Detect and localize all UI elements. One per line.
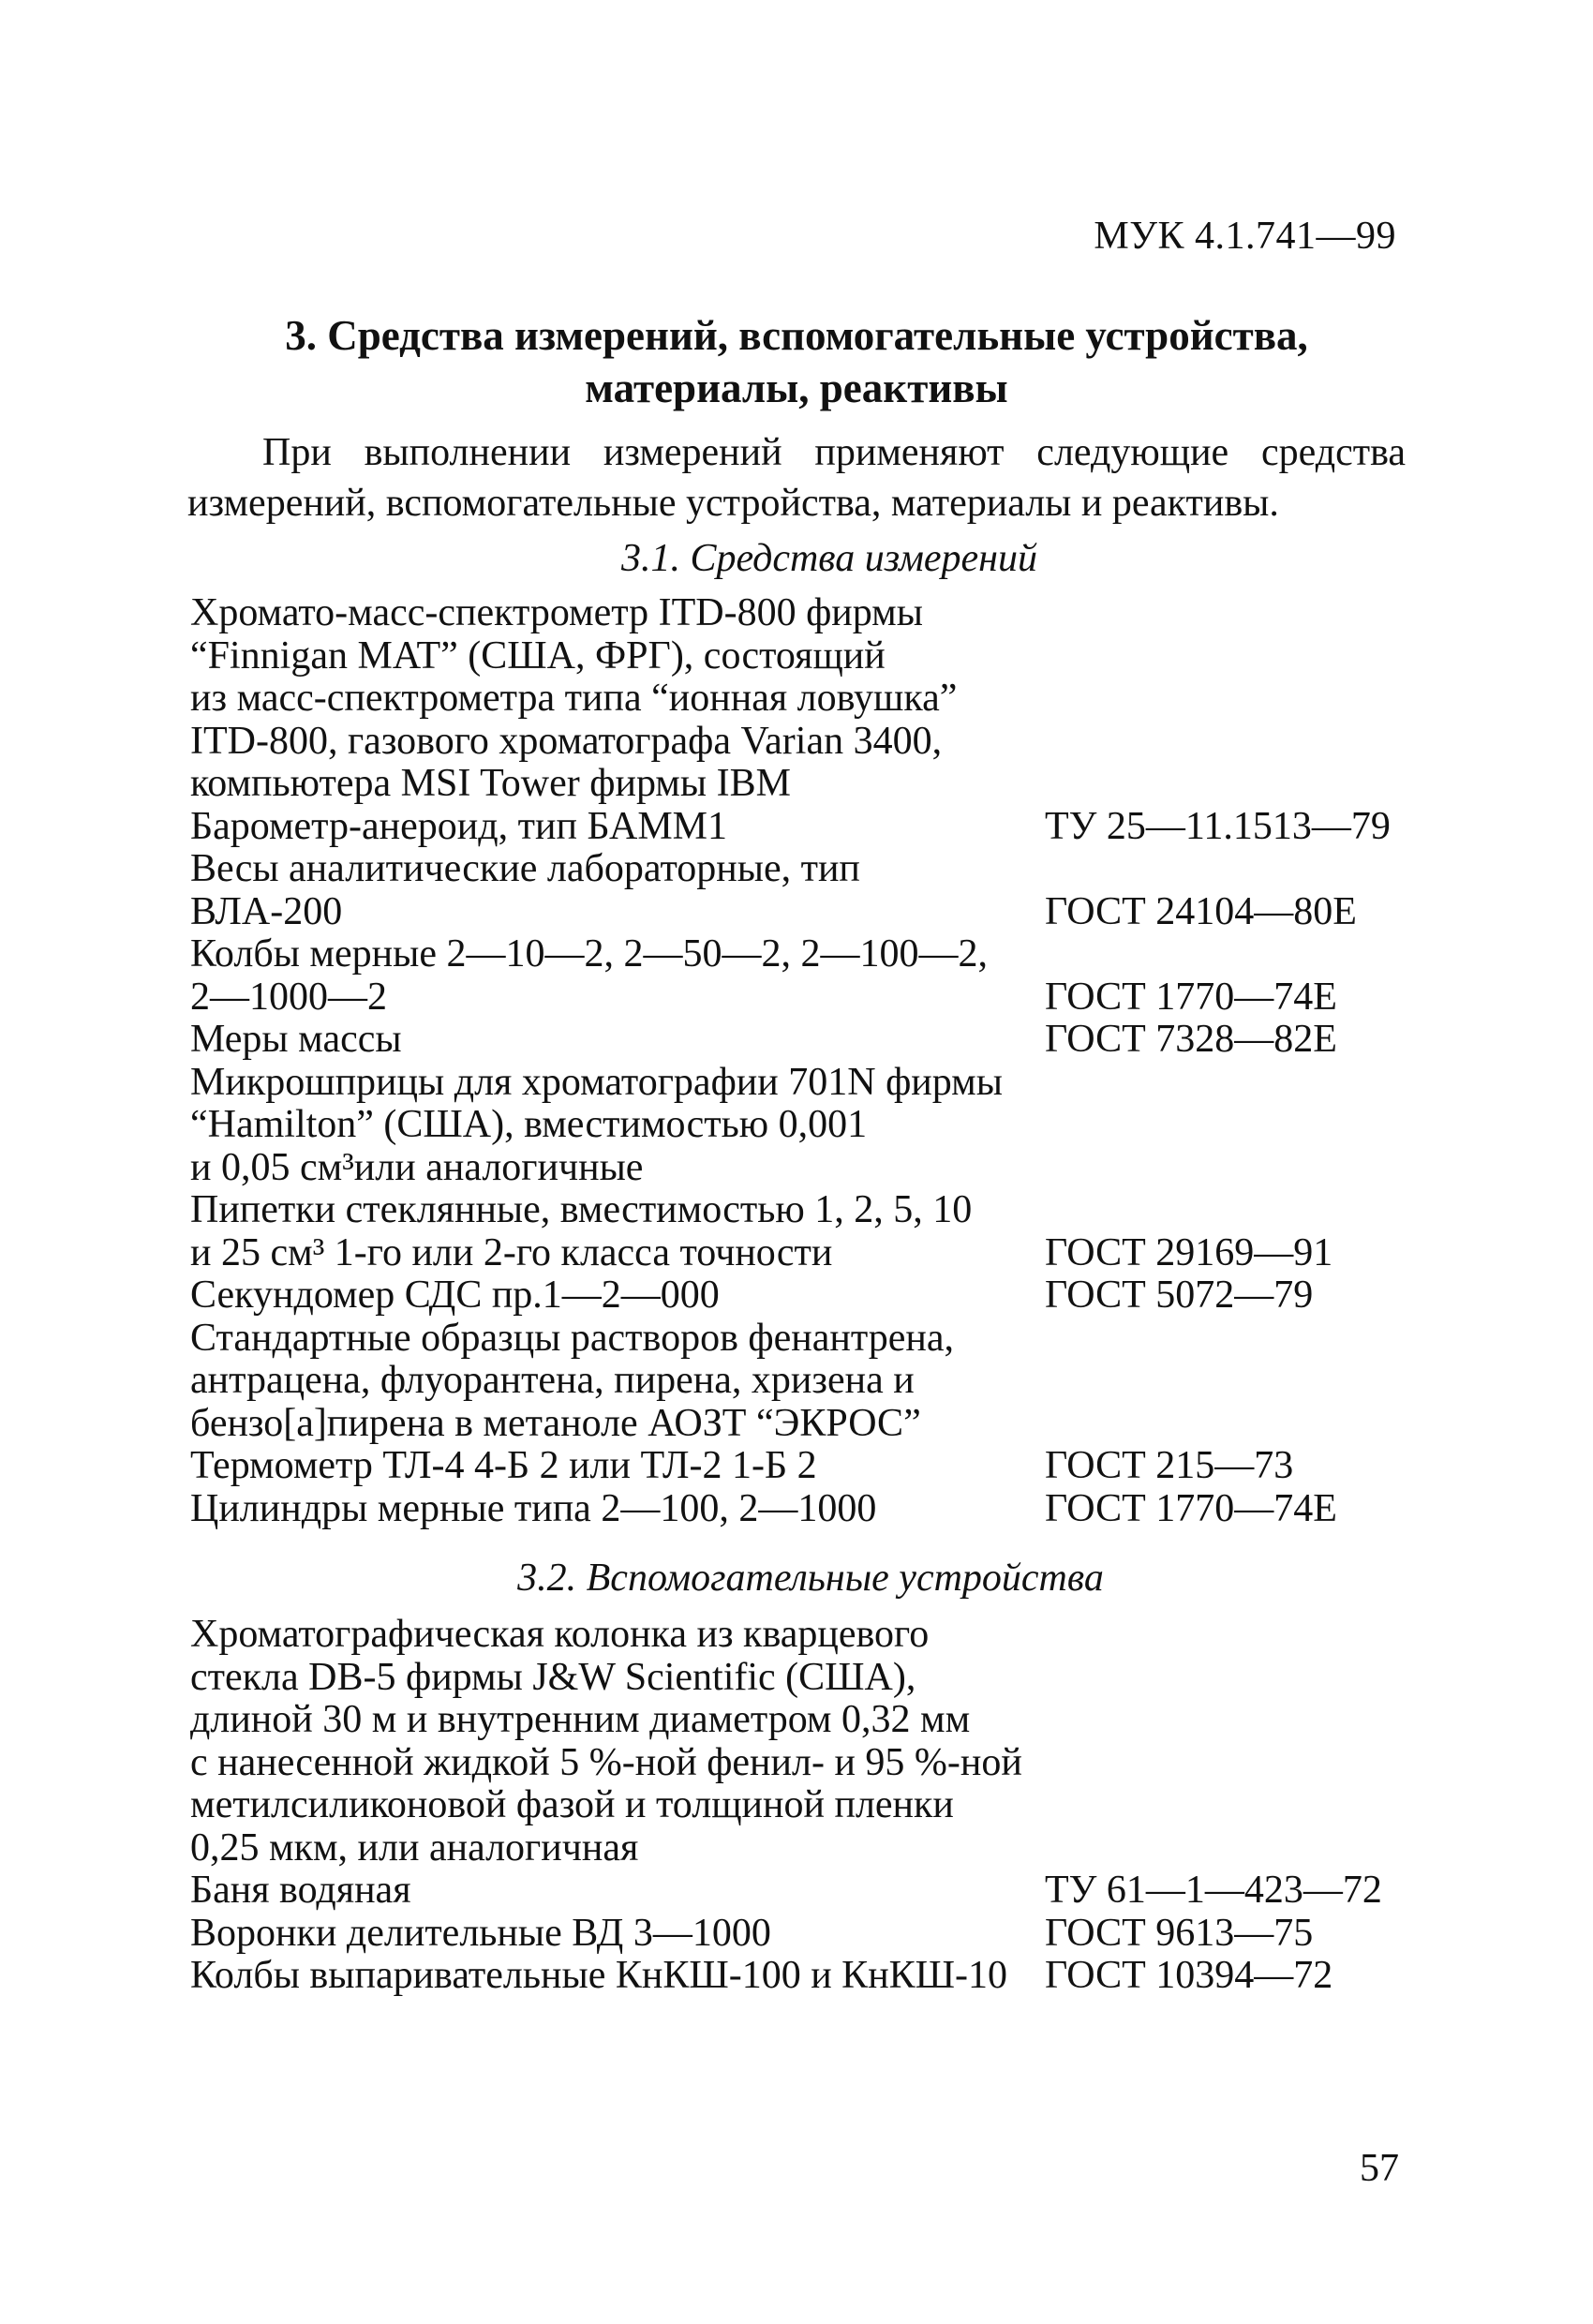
equipment-name <box>190 1274 1043 1318</box>
equipment-name-line: Пипетки стеклянные, вместимостью 1, 2, 5, 10 <box>190 1188 973 1231</box>
equipment-name <box>190 592 1043 806</box>
equipment-name-line: и 0,05 см³или аналогичные <box>190 1145 644 1189</box>
section-title <box>187 309 1406 414</box>
equipment-name-line: Микрошприцы для хроматографии 701N фирмы <box>190 1060 1003 1104</box>
equipment-row <box>190 933 1427 1019</box>
document-code: МУК 4.1.741—99 <box>1094 215 1396 258</box>
measuring-instruments-list <box>190 592 1427 1530</box>
equipment-row <box>190 1318 1427 1446</box>
equipment-row <box>190 592 1427 806</box>
standard-reference: ГОСТ 10394—72 <box>1045 1954 1333 1997</box>
standard-reference: ГОСТ 1770—74Е <box>1045 975 1337 1019</box>
equipment-row <box>190 1870 1427 1913</box>
equipment-name-line: из масс-спектрометра типа “ионная ловушка” <box>190 677 958 720</box>
equipment-name-line: и 25 см³ 1-го или 2-го класса точности <box>190 1230 833 1274</box>
equipment-name-line: метилсиликоновой фазой и толщиной пленки <box>190 1783 954 1826</box>
standard-reference: ТУ 61—1—423—72 <box>1045 1869 1382 1912</box>
equipment-name-line: ITD-800, газового хроматографа Varian 3400, <box>190 719 943 763</box>
equipment-name-line: длиной 30 м и внутренним диаметром 0,32 мм <box>190 1698 971 1741</box>
equipment-name-line: Цилиндры мерные типа 2—100, 2—1000 <box>190 1486 877 1530</box>
equipment-name <box>190 933 1043 1019</box>
equipment-name-line: бензо[а]пирена в метаноле АОЗТ “ЭКРОС” <box>190 1401 921 1445</box>
equipment-name-line: 0,25 мкм, или аналогичная <box>190 1825 639 1870</box>
equipment-name-line: Баня водяная <box>190 1869 411 1912</box>
equipment-name-line: антрацена, флуорантена, пирена, хризена и <box>190 1359 915 1402</box>
equipment-name <box>190 806 1043 849</box>
equipment-name <box>190 1189 1043 1274</box>
equipment-name-line: Колбы мерные 2—10—2, 2—50—2, 2—100—2, <box>190 932 988 976</box>
equipment-row <box>190 1274 1427 1318</box>
equipment-name-line: Меры массы <box>190 1018 402 1061</box>
equipment-name <box>190 1019 1043 1062</box>
equipment-row <box>190 1445 1427 1488</box>
section-title-line1: 3. Средства измерений, вспомогательные устройства, <box>285 312 1308 359</box>
equipment-name-line: с нанесенной жидкой 5 %-ной фенил- и 95 %-ной <box>190 1740 1022 1784</box>
equipment-row <box>190 1913 1427 1956</box>
equipment-row <box>190 1488 1427 1531</box>
standard-reference: ГОСТ 7328—82Е <box>1045 1018 1337 1061</box>
section-title-line2: материалы, реактивы <box>585 365 1008 411</box>
equipment-name-line: ВЛА-200 <box>190 889 343 933</box>
equipment-name <box>190 1913 1043 1956</box>
equipment-row <box>190 806 1427 849</box>
equipment-name <box>190 1062 1043 1190</box>
equipment-name-line: 2—1000—2 <box>190 975 387 1019</box>
intro-paragraph <box>187 427 1406 529</box>
equipment-row <box>190 1614 1427 1870</box>
page-number: 57 <box>1360 2147 1399 2190</box>
auxiliary-devices-list <box>190 1614 1427 1998</box>
standard-reference: ГОСТ 24104—80Е <box>1045 889 1357 933</box>
standard-reference: ГОСТ 9613—75 <box>1045 1911 1314 1955</box>
intro-line1: При выполнении измерений применяют следующие средства <box>262 431 1406 474</box>
equipment-name-line: Хромато-масс-спектрометр ITD-800 фирмы <box>190 591 923 634</box>
equipment-name-line: Термометр ТЛ-4 4-Б 2 или ТЛ-2 1-Б 2 <box>190 1444 817 1487</box>
standard-reference: ТУ 25—11.1513—79 <box>1045 804 1391 848</box>
equipment-name-line: Барометр-анероид, тип БАММ1 <box>190 804 728 848</box>
subsection-title-auxiliary-devices: 3.2. Вспомогательные устройства <box>517 1557 1104 1600</box>
equipment-name-line: Хроматографическая колонка из кварцевого <box>190 1613 930 1656</box>
equipment-name <box>190 1955 1043 1998</box>
equipment-name-line: Секундомер СДС пр.1—2—000 <box>190 1274 720 1317</box>
equipment-name-line: “Hamilton” (США), вместимостью 0,001 <box>190 1103 868 1146</box>
equipment-name <box>190 1445 1043 1488</box>
equipment-name-line: Воронки делительные ВД 3—1000 <box>190 1911 771 1955</box>
equipment-name <box>190 1488 1043 1531</box>
equipment-row <box>190 848 1427 933</box>
equipment-name <box>190 1870 1043 1913</box>
equipment-row <box>190 1955 1427 1998</box>
equipment-name-line: “Finnigan MAT” (США, ФРГ), состоящий <box>190 633 886 678</box>
equipment-name-line: компьютера MSI Tower фирмы IBM <box>190 762 791 805</box>
subsection-title-measuring-instruments: 3.1. Средства измерений <box>620 537 1038 580</box>
equipment-name <box>190 848 1043 933</box>
equipment-name <box>190 1318 1043 1446</box>
standard-reference: ГОСТ 215—73 <box>1045 1444 1294 1487</box>
intro-line2: измерений, вспомогательные устройства, материалы и реактивы. <box>187 482 1279 525</box>
equipment-name-line: Стандартные образцы растворов фенантрена, <box>190 1316 954 1360</box>
equipment-name-line: Колбы выпаривательные КнКШ-100 и КнКШ-10 <box>190 1954 1008 1997</box>
equipment-name-line: стекла DB-5 фирмы J&W Scientific (США), <box>190 1655 916 1699</box>
standard-reference: ГОСТ 5072—79 <box>1045 1274 1314 1317</box>
standard-reference: ГОСТ 1770—74Е <box>1045 1486 1337 1530</box>
equipment-row <box>190 1189 1427 1274</box>
equipment-row <box>190 1062 1427 1190</box>
equipment-name <box>190 1614 1043 1870</box>
equipment-row <box>190 1019 1427 1062</box>
equipment-name-line: Весы аналитические лабораторные, тип <box>190 847 860 890</box>
standard-reference: ГОСТ 29169—91 <box>1045 1230 1333 1274</box>
